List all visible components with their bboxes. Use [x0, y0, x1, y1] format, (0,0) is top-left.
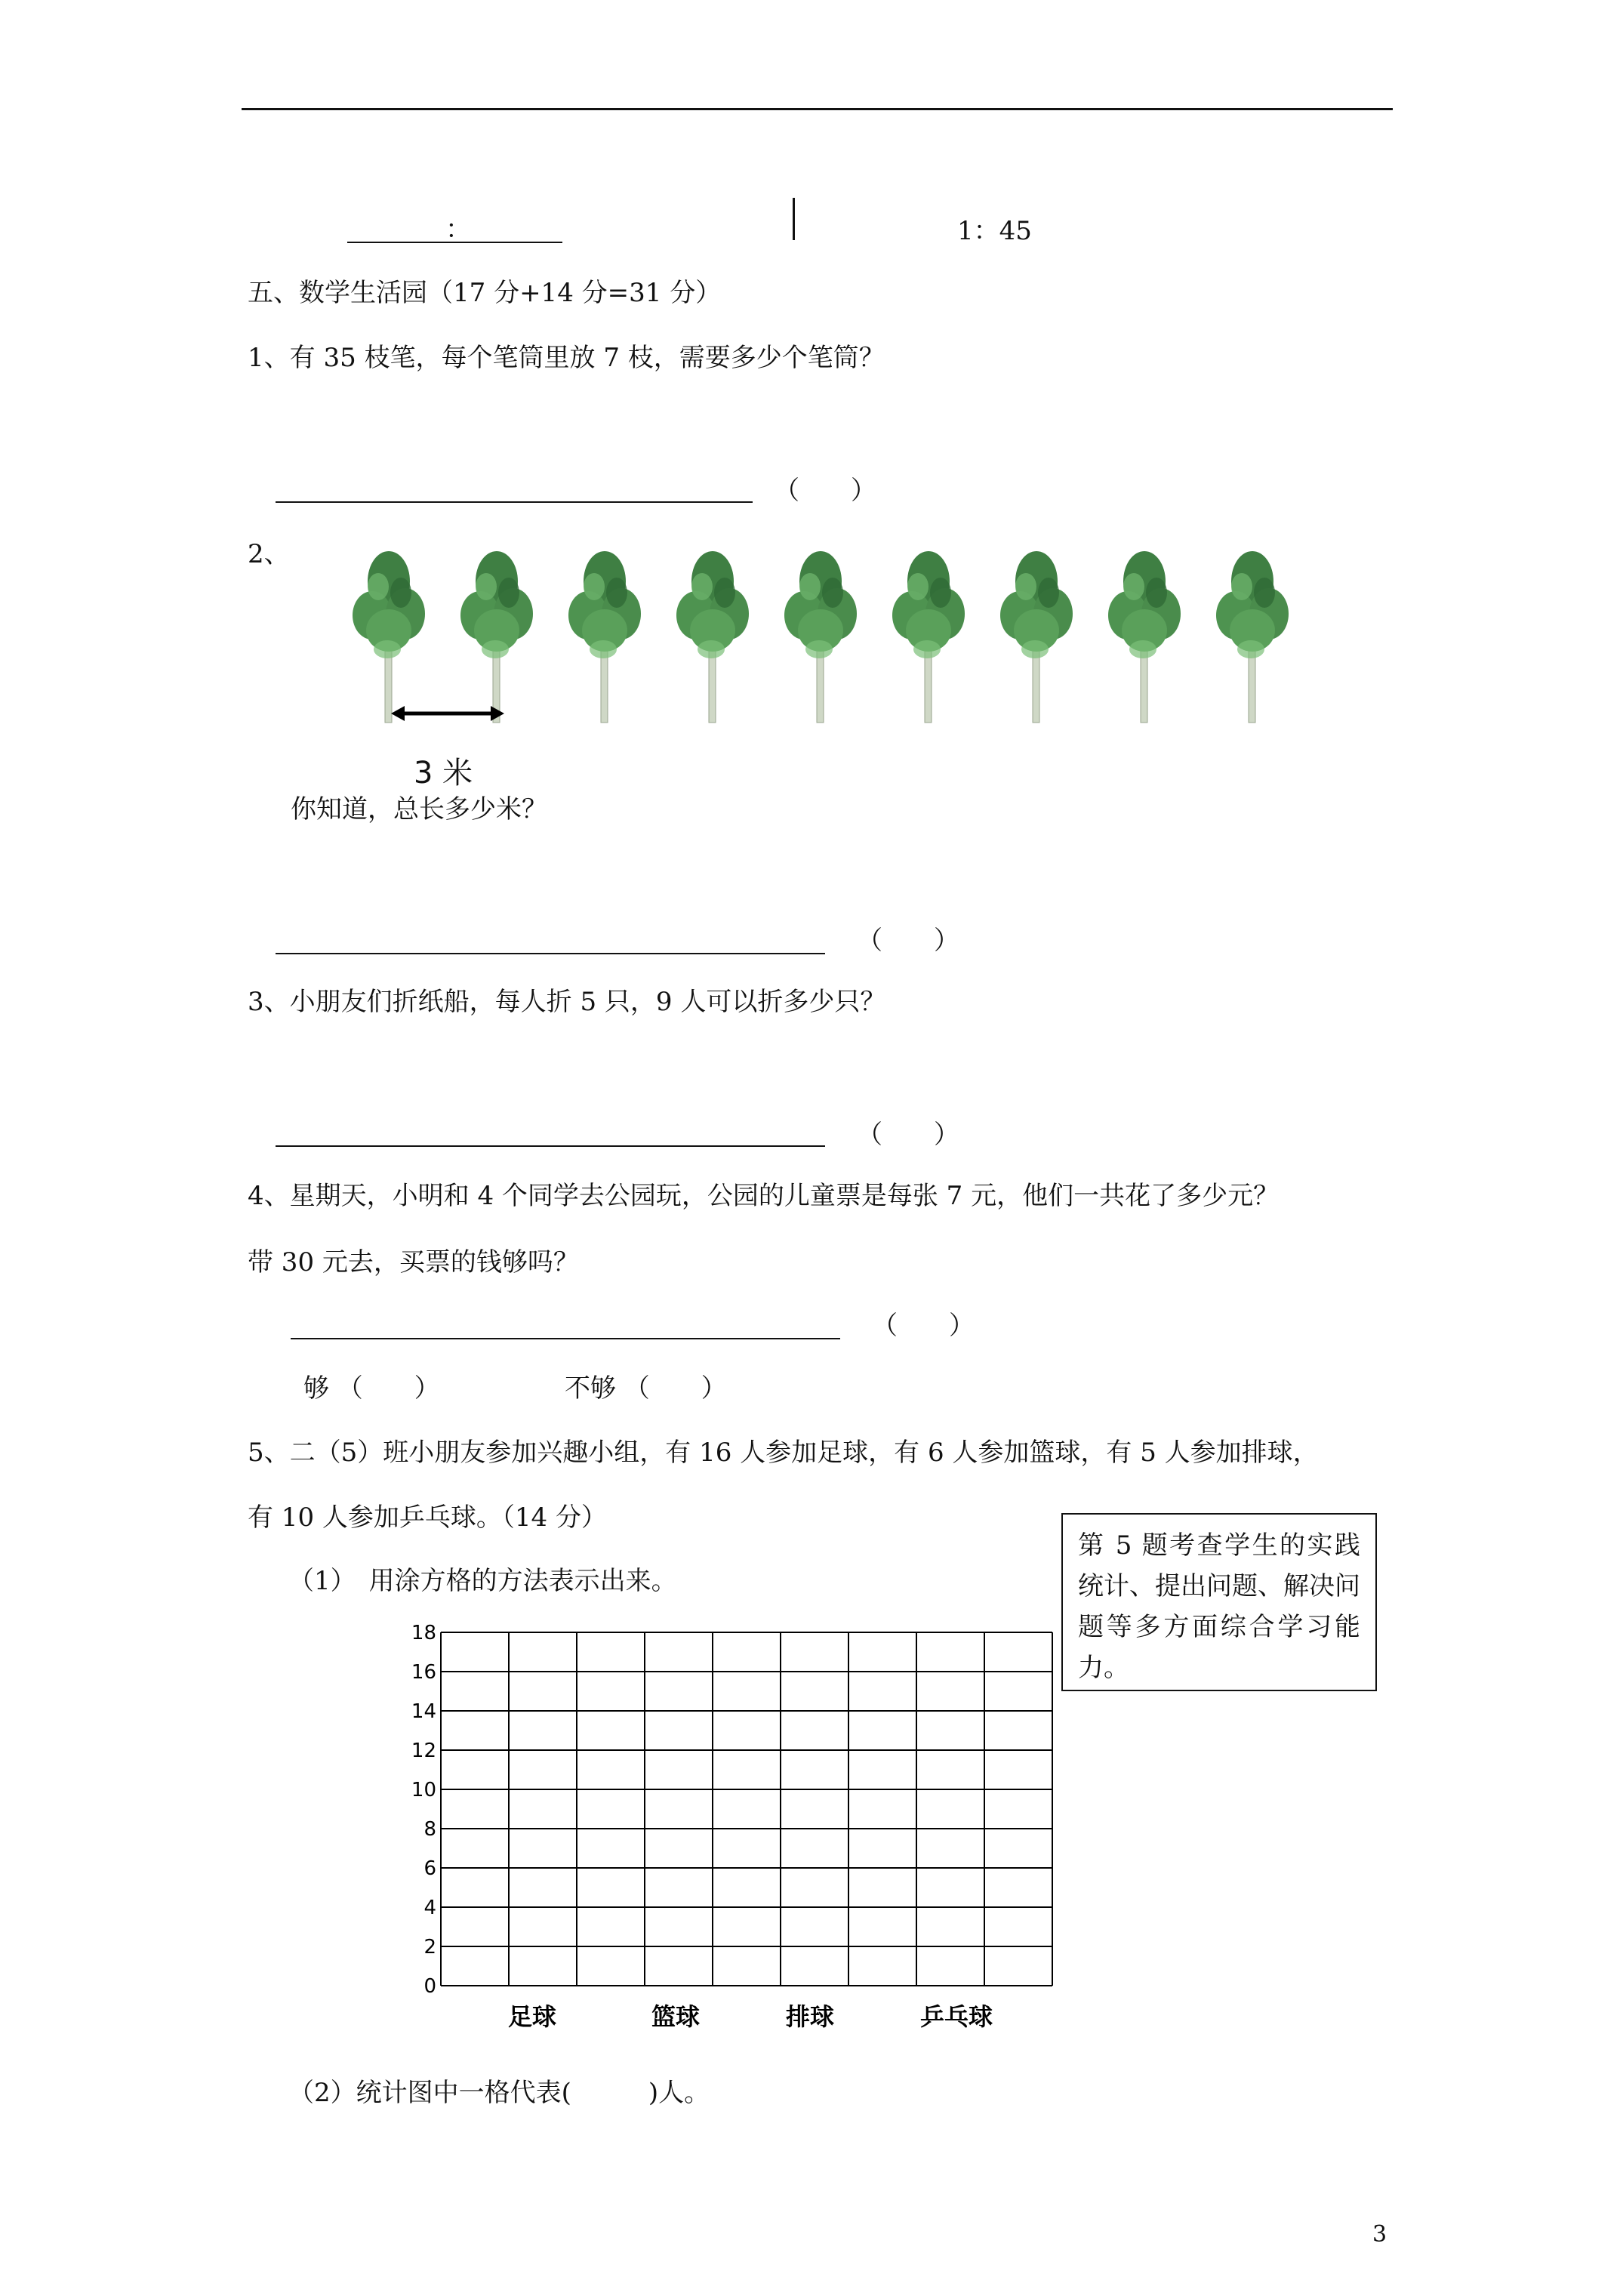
y-tick-label: 18: [411, 1623, 436, 1644]
question-1: 1、有 35 枝笔，每个笔筒里放 7 枝，需要多少个笔筒？: [248, 343, 885, 373]
grid-lines: [441, 1632, 1052, 1986]
y-tick-label: 10: [411, 1779, 436, 1801]
tree-image: [667, 540, 758, 725]
question-4-line-2: 带 30 元去，买票的钱够吗？: [248, 1247, 579, 1277]
distance-label: 3 米: [414, 756, 473, 791]
question-5-part-1: （1） 用涂方格的方法表示出来。: [288, 1566, 677, 1596]
tree-image: [343, 540, 434, 725]
tree-image: [559, 540, 650, 725]
question-3: 3、小朋友们折纸船，每人折 5 只，9 人可以折多少只？: [248, 987, 886, 1017]
vertical-divider: [793, 198, 795, 240]
y-tick-label: 14: [411, 1700, 436, 1723]
question-5-line-2: 有 10 人参加乒乓球。（14 分）: [248, 1502, 607, 1533]
answer-paren-4: （ ）: [872, 1311, 975, 1341]
answer-line-2: [276, 953, 825, 954]
x-category-label: 乒乓球: [919, 2002, 993, 2031]
answer-paren-1: （ ）: [774, 476, 876, 506]
question-4-line-1: 4、星期天，小明和 4 个同学去公园玩，公园的儿童票是每张 7 元，他们一共花了多少元？: [248, 1181, 1280, 1211]
section-title: 五、数学生活园（17 分+14 分=31 分）: [248, 278, 722, 308]
not-enough-option: 不够 （ ）: [565, 1373, 727, 1404]
question-5-part-2: （2）统计图中一格代表( )人。: [288, 2078, 710, 2108]
y-axis-ticks: [411, 1623, 436, 1998]
x-category-label: 足球: [507, 2002, 557, 2031]
y-tick-label: 6: [423, 1857, 436, 1880]
header-rule: [242, 108, 1393, 110]
y-tick-label: 8: [423, 1818, 436, 1841]
tree-image: [1207, 540, 1298, 725]
y-tick-label: 0: [423, 1975, 436, 1998]
answer-paren-3: （ ）: [857, 1120, 959, 1150]
tree-image: [883, 540, 974, 725]
answer-line-4: [291, 1338, 840, 1339]
tree-image: [991, 540, 1082, 725]
tree-image: [775, 540, 866, 725]
distance-arrow: [391, 702, 504, 725]
question-5-line-1: 5、二（5）班小朋友参加兴趣小组，有 16 人参加足球，有 6 人参加篮球，有 5 人参加排球，: [248, 1438, 1319, 1468]
tree-image: [451, 540, 542, 725]
question-2-label: 2、: [248, 539, 290, 569]
x-category-label: 排球: [785, 2002, 835, 2031]
ratio-value: 1：45: [957, 216, 1032, 246]
enough-option: 够 （ ）: [303, 1373, 440, 1404]
teacher-note-box: 第 5 题考查学生的实践统计、提出问题、解决问题等多方面综合学习能力。: [1061, 1513, 1377, 1691]
bar-chart-grid: [393, 1623, 1072, 2046]
y-tick-label: 12: [411, 1740, 436, 1762]
tree-image: [1099, 540, 1190, 725]
answer-paren-2: （ ）: [857, 926, 959, 956]
answer-line-3: [276, 1145, 825, 1147]
page-number: 3: [1372, 2221, 1387, 2248]
x-category-label: 篮球: [651, 2002, 701, 2031]
answer-line-1: [276, 501, 753, 503]
ratio-colon: ：: [445, 214, 471, 245]
y-tick-label: 16: [411, 1661, 436, 1684]
x-axis-categories: [508, 2002, 993, 2031]
y-tick-label: 2: [423, 1936, 436, 1959]
question-2: 你知道，总长多少米？: [291, 794, 547, 824]
y-tick-label: 4: [423, 1897, 436, 1919]
